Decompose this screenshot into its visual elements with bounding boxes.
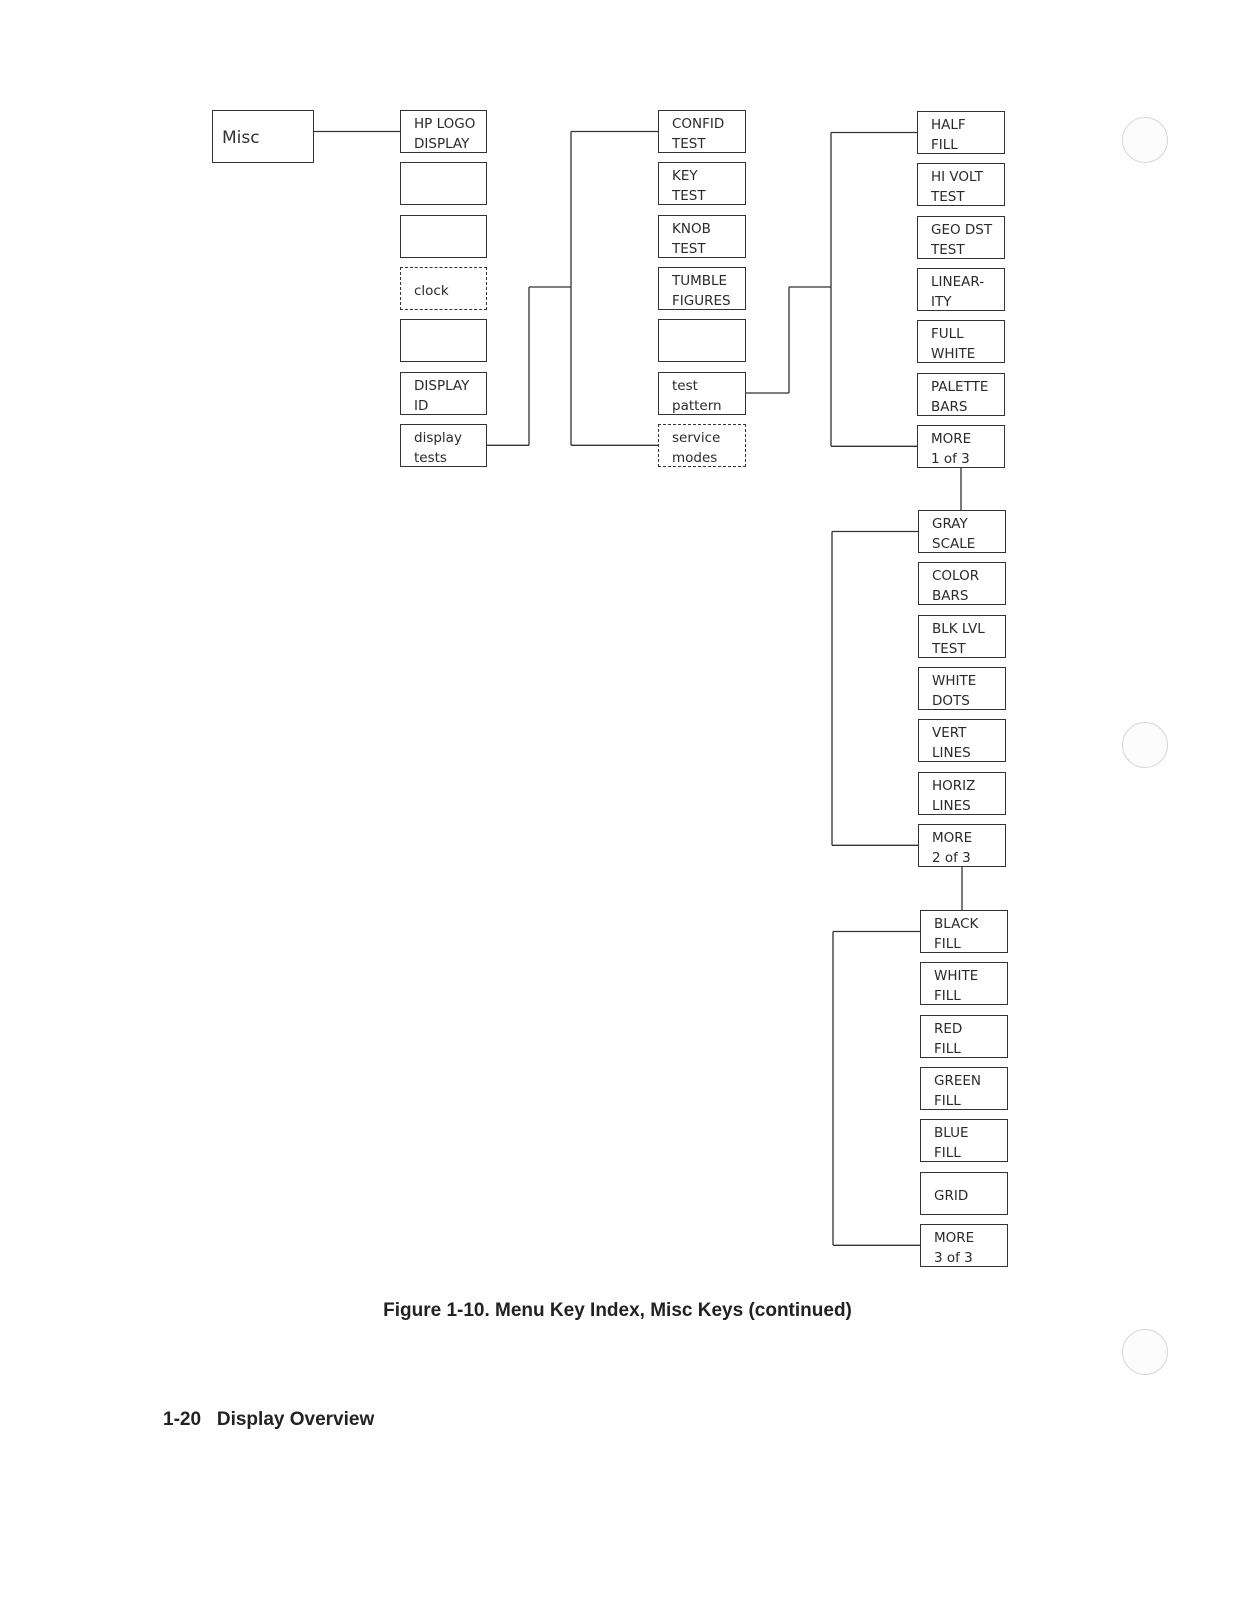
menu-key-label: PALETTE bbox=[931, 378, 989, 395]
menu-key-label: GREEN bbox=[934, 1072, 981, 1089]
menu-key-label: test bbox=[672, 377, 698, 394]
menu-key-display-tests-5 bbox=[658, 319, 746, 362]
menu-key-test-pattern-2-3 bbox=[918, 615, 1006, 658]
menu-key-label: modes bbox=[672, 449, 718, 466]
menu-key-test-pattern-3-4 bbox=[920, 1067, 1008, 1110]
menu-key-label: HP LOGO bbox=[414, 116, 476, 132]
menu-key-label: SCALE bbox=[932, 536, 976, 552]
menu-key-test-pattern-1-1 bbox=[917, 111, 1005, 154]
menu-key-label: FIGURES bbox=[672, 292, 731, 309]
menu-key-label: TEST bbox=[672, 136, 706, 152]
menu-key-test-pattern-1-6 bbox=[917, 373, 1005, 416]
misc-root-key: Misc bbox=[212, 110, 314, 163]
menu-key-misc-4 bbox=[400, 267, 487, 310]
menu-key-label: FILL bbox=[934, 988, 961, 1005]
menu-key-misc-3 bbox=[400, 215, 487, 258]
menu-key-label: ID bbox=[414, 397, 429, 414]
menu-key-label: service bbox=[672, 429, 721, 446]
menu-key-label: GEO DST bbox=[931, 221, 993, 238]
menu-key-display-tests-4 bbox=[658, 267, 746, 310]
menu-key-label: MORE bbox=[932, 829, 973, 846]
menu-key-label: BLK LVL bbox=[932, 620, 985, 637]
menu-key-label: BLACK bbox=[934, 916, 979, 932]
menu-key-label: LINES bbox=[932, 797, 971, 814]
menu-key-test-pattern-1-5 bbox=[917, 320, 1005, 363]
menu-key-misc-2 bbox=[400, 162, 487, 205]
menu-key-label: FILL bbox=[934, 1092, 961, 1109]
menu-key-label: FILL bbox=[934, 1145, 961, 1162]
menu-key-label: FILL bbox=[934, 1040, 961, 1057]
menu-key-test-pattern-3-3 bbox=[920, 1015, 1008, 1058]
menu-key-label: TEST bbox=[672, 240, 706, 257]
menu-key-label: LINES bbox=[932, 745, 971, 762]
menu-key-label: MORE bbox=[931, 430, 972, 447]
menu-key-label: TEST bbox=[672, 188, 706, 205]
menu-key-label: TEST bbox=[932, 640, 966, 657]
menu-key-test-pattern-3-7 bbox=[920, 1224, 1008, 1267]
menu-key-label: BARS bbox=[932, 588, 969, 605]
menu-key-label: DOTS bbox=[932, 692, 970, 709]
menu-key-display-tests-7 bbox=[658, 424, 746, 467]
menu-key-label: 3 of 3 bbox=[934, 1249, 973, 1266]
binder-hole-bottom bbox=[1122, 1329, 1168, 1375]
menu-key-label: FULL bbox=[931, 326, 964, 343]
menu-key-test-pattern-1-4 bbox=[917, 268, 1005, 311]
menu-key-test-pattern-2-4 bbox=[918, 667, 1006, 710]
menu-key-label: WHITE bbox=[931, 346, 976, 363]
menu-key-label: tests bbox=[414, 449, 447, 466]
menu-key-display-tests-2 bbox=[658, 162, 746, 205]
menu-key-label: BLUE bbox=[934, 1125, 969, 1142]
menu-key-label: KNOB bbox=[672, 220, 711, 237]
menu-key-label: WHITE bbox=[932, 672, 977, 689]
menu-key-label: VERT bbox=[932, 725, 967, 742]
menu-key-label: COLOR bbox=[932, 568, 980, 585]
menu-key-test-pattern-3-2 bbox=[920, 962, 1008, 1005]
menu-key-test-pattern-2-1 bbox=[918, 510, 1006, 553]
menu-key-test-pattern-1-7 bbox=[917, 425, 1005, 468]
menu-key-misc-1 bbox=[400, 110, 487, 153]
page-footer: 1-20 Display Overview bbox=[163, 1409, 375, 1430]
menu-key-test-pattern-3-1 bbox=[920, 910, 1008, 953]
menu-key-label: DISPLAY bbox=[414, 377, 470, 394]
menu-key-label: TUMBLE bbox=[672, 272, 728, 289]
menu-key-label: FILL bbox=[931, 137, 958, 153]
menu-key-label: FILL bbox=[934, 936, 961, 952]
binder-hole-middle bbox=[1122, 722, 1168, 768]
menu-key-label: RED bbox=[934, 1020, 963, 1037]
menu-key-test-pattern-2-6 bbox=[918, 772, 1006, 815]
menu-key-label: GRAY bbox=[932, 516, 968, 532]
menu-key-test-pattern-3-5 bbox=[920, 1119, 1008, 1162]
menu-key-test-pattern-2-7 bbox=[918, 824, 1006, 867]
menu-key-misc-5 bbox=[400, 319, 487, 362]
menu-key-label: TEST bbox=[931, 189, 965, 206]
menu-key-label: display bbox=[414, 429, 462, 446]
menu-key-label: TEST bbox=[931, 241, 965, 258]
menu-key-label: GRID bbox=[934, 1187, 969, 1204]
menu-key-label: pattern bbox=[672, 397, 722, 414]
menu-key-test-pattern-2-5 bbox=[918, 719, 1006, 762]
menu-key-display-tests-6 bbox=[658, 372, 746, 415]
menu-key-label: KEY bbox=[672, 168, 698, 185]
menu-key-label: CONFID bbox=[672, 116, 725, 132]
menu-key-label: 2 of 3 bbox=[932, 849, 971, 866]
menu-key-display-tests-3 bbox=[658, 215, 746, 258]
figure-caption: Figure 1-10. Menu Key Index, Misc Keys (continued) bbox=[383, 1300, 852, 1321]
menu-key-label: HALF bbox=[931, 117, 966, 133]
menu-key-label: 1 of 3 bbox=[931, 450, 970, 467]
menu-key-misc-7 bbox=[400, 424, 487, 467]
menu-key-label: DISPLAY bbox=[414, 136, 470, 152]
binder-hole-top bbox=[1122, 117, 1168, 163]
menu-key-misc-6 bbox=[400, 372, 487, 415]
menu-key-label: ITY bbox=[931, 293, 952, 310]
menu-key-label: MORE bbox=[934, 1229, 975, 1246]
menu-key-test-pattern-3-6 bbox=[920, 1172, 1008, 1215]
menu-key-test-pattern-2-2 bbox=[918, 562, 1006, 605]
menu-key-label: HORIZ bbox=[932, 777, 976, 794]
menu-key-label: LINEAR- bbox=[931, 273, 985, 290]
menu-key-label: BARS bbox=[931, 398, 968, 415]
menu-key-display-tests-1 bbox=[658, 110, 746, 153]
menu-key-test-pattern-1-3 bbox=[917, 216, 1005, 259]
menu-key-label: HI VOLT bbox=[931, 169, 983, 186]
menu-key-label: clock bbox=[414, 282, 449, 299]
menu-key-label: WHITE bbox=[934, 968, 979, 985]
menu-key-test-pattern-1-2 bbox=[917, 163, 1005, 206]
